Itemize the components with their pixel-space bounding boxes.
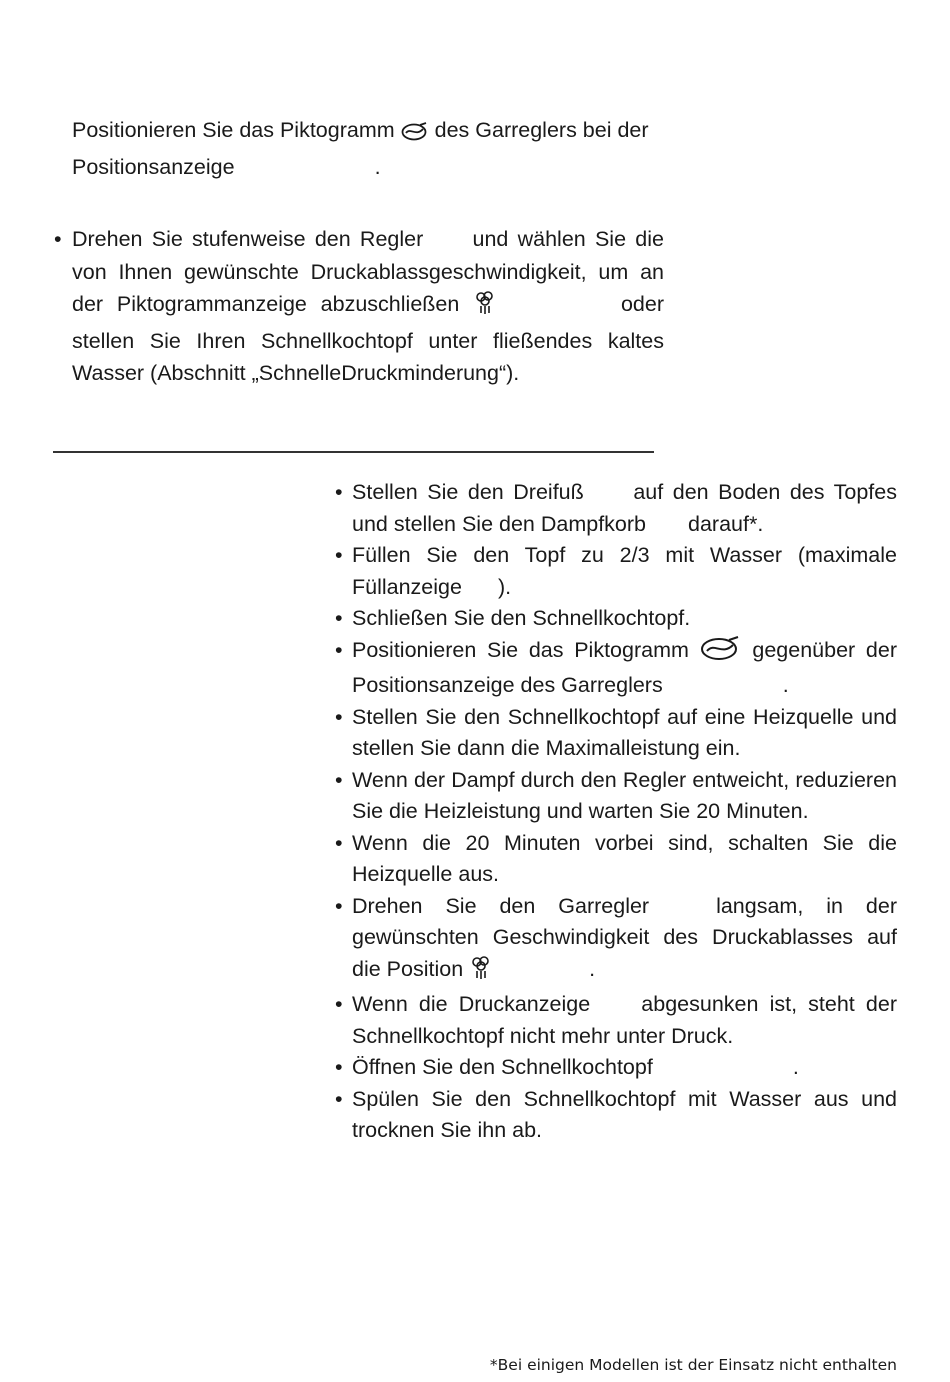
list-item: • Öffnen Sie den Schnellkochtopf .: [335, 1055, 799, 1079]
steps-list: [335, 477, 897, 1147]
section-divider: [53, 451, 654, 453]
footnote: *Bei einigen Modellen ist der Einsatz nicht enthalten: [489, 1356, 897, 1374]
intro-text-2: des Garreglers bei der: [434, 118, 649, 142]
list-item: • Stellen Sie den Dreifuß auf den Boden des Topfes und stellen Sie den Dampfkorb darauf*.: [335, 480, 897, 536]
list-item: • Wenn der Dampf durch den Regler entweicht, reduzieren Sie die Heizleistung und warten Sie 20 Minuten.: [335, 767, 897, 823]
release-step: [54, 223, 664, 390]
release-text-2: und wählen Sie die von Ihnen gewünschte Druckablassgeschwindigkeit, um an der Piktogrammanzeige abzuschließen: [72, 227, 664, 316]
steam-symbol-icon: [700, 635, 742, 671]
release-text-1: Drehen Sie stufenweise den Regler: [72, 227, 424, 251]
intro-text-1: Positionieren Sie das Piktogramm: [72, 118, 395, 142]
list-item: • Positionieren Sie das Piktogramm gegenüber der Positionsanzeige des Garreglers .: [335, 635, 897, 702]
list-item: • Wenn die Druckanzeige abgesunken ist, steht der Schnellkochtopf nicht mehr unter Druck.: [335, 992, 897, 1048]
intro-text-4: .: [374, 154, 381, 179]
bullet-dot: •: [54, 227, 62, 251]
list-item: • Stellen Sie den Schnellkochtopf auf eine Heizquelle und stellen Sie dann die Maximalleistung ein.: [335, 704, 897, 760]
list-item: • Füllen Sie den Topf zu 2/3 mit Wasser (maximale Füllanzeige ).: [335, 543, 897, 599]
pressure-release-icon: [469, 954, 493, 990]
list-item: • Drehen Sie den Garregler langsam, in der gewünschten Geschwindigkeit des Druckablasses auf die Position .: [335, 891, 897, 990]
intro-paragraph: [72, 114, 664, 183]
steam-symbol-icon: [401, 118, 429, 151]
list-item: • Wenn die 20 Minuten vorbei sind, schalten Sie die Heizquelle aus.: [335, 830, 897, 886]
release-text-3: oder stellen Sie Ihren Schnellkochtopf unter fließendes kaltes Wasser (Abschnitt „SchnelleDruckminderung“).: [72, 292, 664, 385]
list-item: • Schließen Sie den Schnellkochtopf.: [335, 606, 691, 630]
list-item: • Spülen Sie den Schnellkochtopf mit Wasser aus und trocknen Sie ihn ab.: [335, 1086, 897, 1142]
intro-text-3: Positionsanzeige: [72, 154, 235, 179]
pressure-release-icon: [473, 289, 497, 325]
